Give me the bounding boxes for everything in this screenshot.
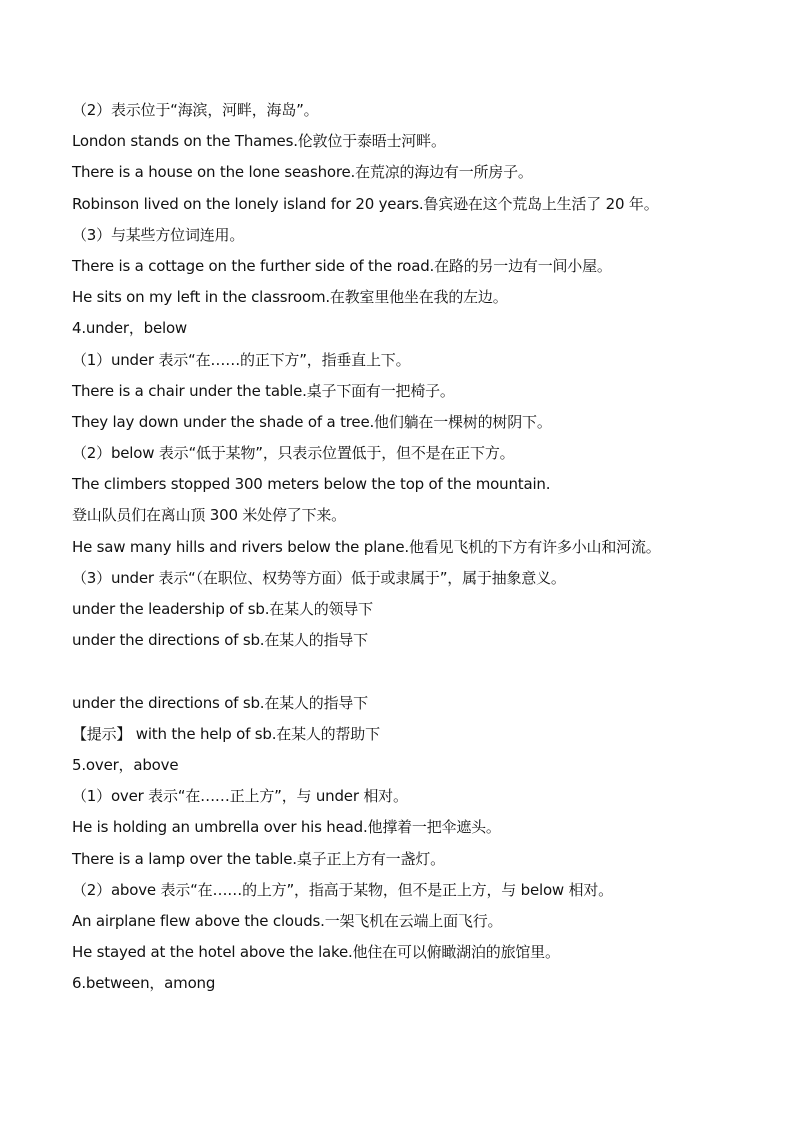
text-line: under the directions of sb.在某人的指导下 — [72, 631, 368, 650]
blank-line — [72, 656, 752, 687]
text-line: He stayed at the hotel above the lake.他住在可以俯瞰湖泊的旅馆里。 — [72, 943, 560, 962]
text-line: An airplane flew above the clouds.一架飞机在云端上面飞行。 — [72, 911, 503, 930]
text-line: He saw many hills and rivers below the plane.他看见飞机的下方有许多小山和河流。 — [72, 537, 661, 556]
text-line: （3）under 表示“（在职位、权势等方面）低于或隶属于”，属于抽象意义。 — [72, 568, 566, 587]
text-line: under the directions of sb.在某人的指导下 — [72, 693, 368, 712]
text-line: He sits on my left in the classroom.在教室里他坐在我的左边。 — [72, 288, 508, 307]
text-line: He is holding an umbrella over his head.他撑着一把伞遮头。 — [72, 818, 501, 837]
text-line: The climbers stopped 300 meters below the top of the mountain. — [72, 475, 551, 494]
section-heading: 5.over，above — [72, 755, 179, 774]
text-line: （2）表示位于“海滨，河畔，海岛”。 — [72, 101, 319, 119]
text-line: under the leadership of sb.在某人的领导下 — [72, 600, 373, 618]
text-line: （1）over 表示“在……正上方”，与 under 相对。 — [72, 787, 408, 806]
text-line: They lay down under the shade of a tree.他们躺在一棵树的树阴下。 — [72, 412, 552, 431]
text-line: There is a cottage on the further side of the road.在路的另一边有一间小屋。 — [72, 256, 612, 275]
text-line: 登山队员们在离山顶 300 米处停了下来。 — [72, 506, 346, 525]
document-body — [72, 95, 752, 999]
text-line: （2）above 表示“在……的上方”，指高于某物，但不是正上方，与 below 相对。 — [72, 880, 613, 899]
text-line: There is a house on the lone seashore.在荒凉的海边有一所房子。 — [72, 163, 533, 182]
text-line: （2）below 表示“低于某物”，只表示位置低于，但不是在正下方。 — [72, 444, 515, 463]
text-line: There is a chair under the table.桌子下面有一把椅子。 — [72, 381, 455, 400]
text-line: There is a lamp over the table.桌子正上方有一盏灯。 — [72, 849, 445, 868]
section-heading: 6.between，among — [72, 974, 216, 993]
text-line: Robinson lived on the lonely island for 20 years.鲁宾逊在这个荒岛上生活了 20 年。 — [72, 194, 659, 213]
tip-line: 【提示】 with the help of sb.在某人的帮助下 — [72, 724, 380, 743]
section-heading: 4.under，below — [72, 319, 188, 338]
text-line: （1）under 表示“在……的正下方”，指垂直上下。 — [72, 350, 411, 369]
text-line: London stands on the Thames.伦敦位于泰晤士河畔。 — [72, 132, 446, 151]
text-line: （3）与某些方位词连用。 — [72, 225, 245, 244]
